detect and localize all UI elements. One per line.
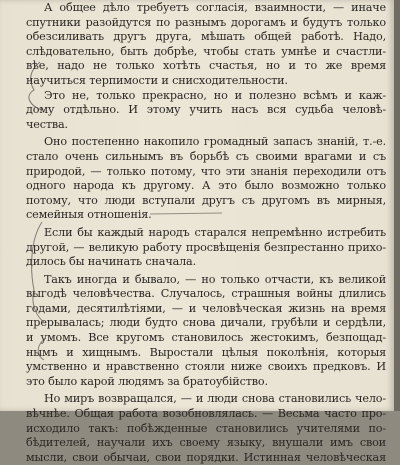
text-line: годами, десятилѣтіями, — и человѣческая жизнь на время [26, 301, 386, 315]
text-line: чества. [26, 117, 68, 131]
text-line: одного народа къ другому. А это было возможно только [26, 179, 386, 193]
text-line: семейныя отношенія. [26, 208, 152, 222]
text-line: Такъ иногда и бывало, — но только отчасти, къ великой [44, 272, 386, 286]
text-line: исходило такъ: побѣжденные становились учителями по- [26, 421, 386, 435]
text-line: это было карой людямъ за братоубійство. [26, 374, 268, 388]
text-line: прерывалась; люди будто снова дичали, грубѣли и сердѣли, [26, 316, 386, 330]
text-line: Это не, только прекрасно, но и полезно всѣмъ и каж- [44, 88, 386, 102]
text-line: обезсиливать другъ друга, мѣшать общей работѣ. Надо, [26, 30, 386, 44]
paragraph [26, 89, 386, 133]
text-line: Оно постепенно накопило громадный запасъ знаній, т.-е. [44, 135, 386, 149]
paragraph [26, 226, 386, 270]
paragraph [26, 392, 386, 465]
book-spine-shadow [394, 0, 400, 411]
text-line: стало очень сильнымъ въ борьбѣ съ своими врагами и съ [26, 149, 386, 163]
text-line: потому, что люди вступали другъ съ другомъ въ мирныя, [26, 193, 386, 207]
text-line: выгодѣ человѣчества. Случалось, страшныя войны длились [26, 287, 386, 301]
text-line: А общее дѣло требуетъ согласія, взаимности, — иначе [44, 1, 386, 14]
paragraph [26, 135, 386, 223]
text-line: слѣдовательно, быть добрѣе, чтобы стать умнѣе и счастли- [26, 44, 386, 58]
text-line: Но миръ возвращался, — и люди снова становились чело- [44, 392, 386, 406]
text-line: спутники разойдутся по разнымъ дорогамъ и будутъ только [26, 15, 386, 29]
text-line: дому отдѣльно. И этому учить насъ вся судьба человѣ- [26, 103, 386, 117]
text-line: природой, — только потому, что эти знанія переходили отъ [26, 164, 386, 178]
text-line: и умомъ. Все кругомъ становилось жестокимъ, безпощад- [26, 331, 386, 345]
text-line: дилось бы начинать сначала. [26, 255, 196, 269]
paragraph [26, 273, 386, 390]
text-line: мысли, свои обычаи, свои порядки. Истинная человѣческая [26, 450, 386, 464]
page-text [26, 1, 386, 465]
text-line: другой, — великую работу просвѣщенія безпрестанно прихо- [26, 240, 386, 254]
text-line: вѣе, надо не только хотѣть счастья, но и то же время [26, 59, 386, 73]
paragraph [26, 1, 386, 89]
text-line: вѣчнѣе. Общая работа возобновлялась. — Весьма часто про- [26, 407, 386, 421]
text-line: научиться терпимости и снисходительности. [26, 73, 288, 87]
text-line: умственно и нравственно стояли ниже своихъ предковъ. И [26, 360, 386, 374]
text-line: бѣдителей, научали ихъ своему языку, внушали имъ свои [26, 436, 386, 450]
text-line: Если бы каждый народъ старался непремѣнно истребить [44, 225, 386, 239]
text-line: нымъ и хищнымъ. Выростали цѣлыя поколѣнія, которыя [26, 345, 386, 359]
